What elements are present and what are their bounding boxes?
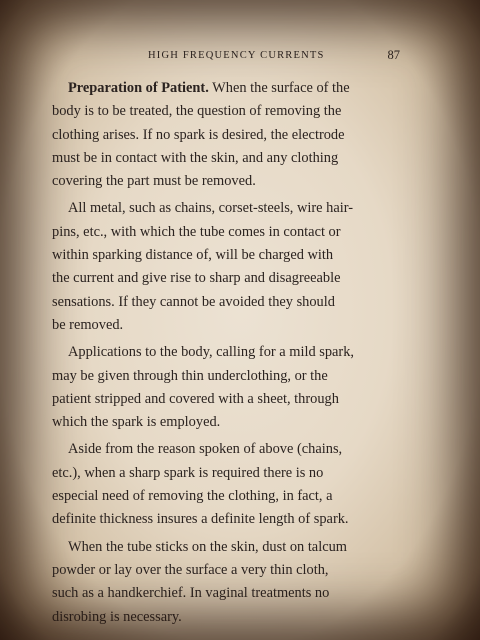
paragraph-line: All metal, such as chains, corset-steels, wire hair- bbox=[68, 200, 354, 217]
paragraph-line: powder or lay over the surface a very thin cloth, bbox=[52, 561, 329, 578]
running-head bbox=[52, 44, 400, 64]
paragraph-line: definite thickness insures a definite length of spark. bbox=[52, 511, 349, 528]
paragraph-line: Applications to the body, calling for a mild spark, bbox=[68, 344, 355, 361]
paragraph-line: disrobing is necessary. bbox=[52, 608, 182, 625]
book-page bbox=[52, 44, 400, 629]
paragraph-preparation-of-patient bbox=[52, 77, 400, 193]
line-text: When the surface of the bbox=[208, 80, 350, 96]
paragraph-line: within sparking distance of, will be charged with bbox=[52, 247, 334, 264]
paragraph-line: body is to be treated, the question of removing the bbox=[52, 103, 342, 120]
paragraph-line: may be given through thin underclothing, or the bbox=[52, 367, 328, 384]
paragraph-mild-spark bbox=[52, 341, 400, 434]
paragraph-line: covering the part must be removed. bbox=[52, 173, 256, 190]
paragraph-line: patient stripped and covered with a sheet, through bbox=[52, 390, 339, 407]
paragraph-line: especial need of removing the clothing, in fact, a bbox=[52, 488, 333, 505]
page-number: 87 bbox=[387, 48, 400, 62]
paragraph-tube-sticks bbox=[52, 536, 400, 629]
paragraph-line: clothing arises. If no spark is desired, the electrode bbox=[52, 126, 345, 143]
paragraph-line: the current and give rise to sharp and disagreeable bbox=[52, 270, 341, 287]
paragraph-line: sensations. If they cannot be avoided they should bbox=[52, 293, 335, 310]
paragraph-line: such as a handkerchief. In vaginal treatments no bbox=[52, 585, 330, 602]
paragraph-line bbox=[52, 77, 400, 100]
section-heading: Preparation of Patient. bbox=[68, 80, 209, 96]
paragraph-line: Aside from the reason spoken of above (chains, bbox=[68, 441, 343, 458]
paragraph-line: be removed. bbox=[52, 316, 124, 333]
paragraph-metal-objects bbox=[52, 197, 400, 337]
running-title: HIGH FREQUENCY CURRENTS bbox=[148, 50, 325, 61]
paragraph-line: When the tube sticks on the skin, dust on talcum bbox=[68, 538, 347, 555]
paragraph-sharp-spark bbox=[52, 438, 400, 531]
paragraph-line: etc.), when a sharp spark is required there is no bbox=[52, 464, 324, 481]
paragraph-line: must be in contact with the skin, and any clothing bbox=[52, 149, 339, 166]
paragraph-line: which the spark is employed. bbox=[52, 414, 221, 431]
paragraph-line: pins, etc., with which the tube comes in contact or bbox=[52, 223, 341, 240]
